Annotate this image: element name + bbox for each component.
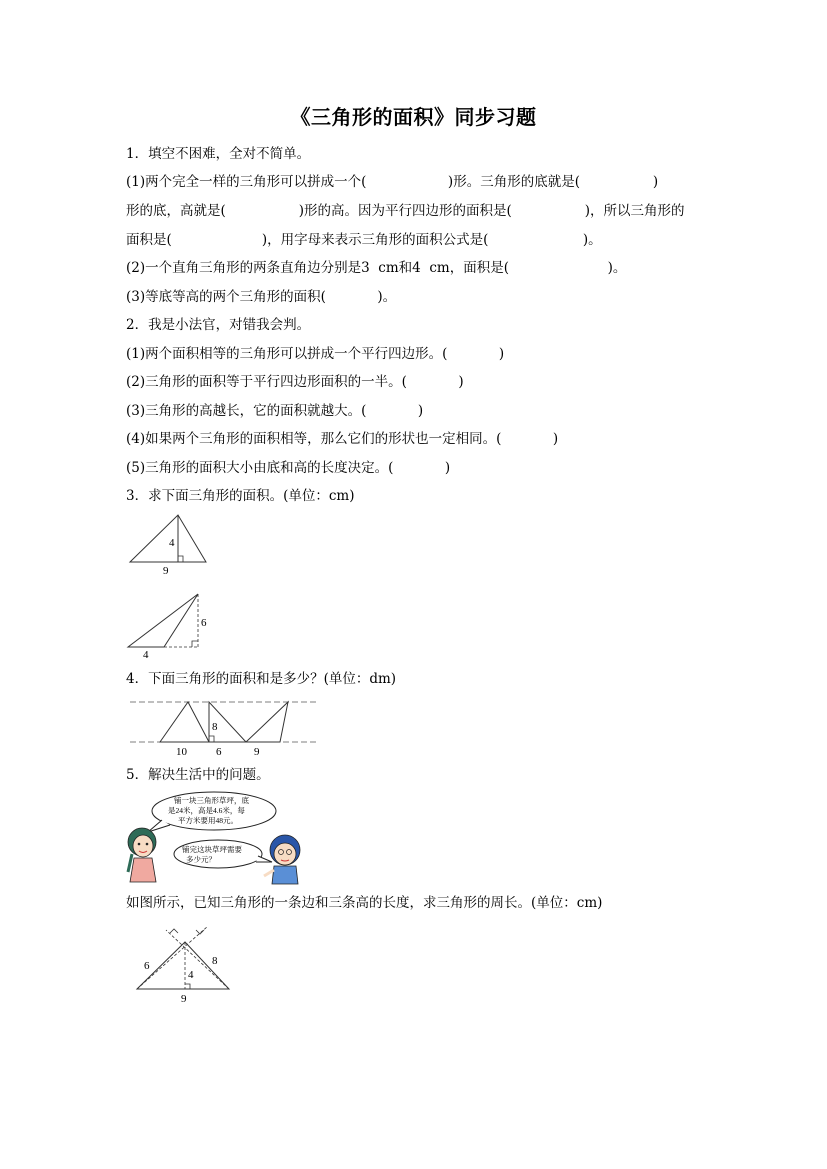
- q4-heading: 4．下面三角形的面积和是多少？(单位：dm): [126, 671, 397, 687]
- fig4-base-label: 9: [181, 993, 187, 1005]
- q2-item1: (1)两个面积相等的三角形可以拼成一个平行四边形。( ): [126, 346, 505, 362]
- q1-heading: 1．填空不困难，全对不简单。: [126, 146, 311, 162]
- fig3-height-label: 8: [212, 721, 218, 733]
- triangle-three-heights-figure: [130, 918, 240, 1006]
- q2-heading: 2．我是小法官，对错我会判。: [126, 317, 311, 333]
- fig2-height-label: 6: [201, 617, 207, 629]
- triangle-figure-2: [124, 588, 224, 660]
- fig3-base-a-label: 10: [176, 746, 187, 758]
- bubble2-line2: 多少元？: [186, 855, 216, 864]
- extra-question: 如图所示，已知三角形的一条边和三条高的长度，求三角形的周长。(单位：cm): [126, 895, 603, 911]
- q3-heading: 3．求下面三角形的面积。(单位：cm): [126, 488, 355, 504]
- q1-item3: (3)等底等高的两个三角形的面积( )。: [126, 289, 397, 305]
- fig4-height-label: 4: [188, 969, 194, 981]
- fig2-base-label: 4: [143, 649, 149, 660]
- fig4-right-label: 8: [212, 955, 218, 967]
- fig3-base-b-label: 6: [216, 746, 222, 758]
- q1-item1-line1: (1)两个完全一样的三角形可以拼成一个( )形。三角形的底就是( ): [126, 174, 659, 190]
- q2-item2: (2)三角形的面积等于平行四边形面积的一半。( ): [126, 374, 464, 390]
- bubble1-line2: 是24米，高是4.6米，每: [168, 806, 245, 815]
- girl-icon: [128, 828, 156, 882]
- q2-item3: (3)三角形的高越长，它的面积就越大。( ): [126, 403, 424, 419]
- q1-item1-line2: 形的底，高就是( )形的高。因为平行四边形的面积是( )，所以三角形的: [126, 203, 685, 219]
- bubble1-line1: 铺一块三角形草坪，底: [174, 796, 249, 805]
- fig1-base-label: 9: [163, 565, 169, 577]
- q2-item4: (4)如果两个三角形的面积相等，那么它们的形状也一定相同。( ): [126, 431, 559, 447]
- bubble2-line1: 铺完这块草坪需要: [182, 845, 242, 854]
- bubble1-line3: 平方米要用48元。: [178, 816, 238, 825]
- triangles-between-parallels-figure: [130, 698, 320, 760]
- fig1-height-label: 4: [169, 537, 175, 549]
- q1-item1-line3: 面积是( )，用字母来表示三角形的面积公式是( )。: [126, 232, 602, 248]
- fig4-left-label: 6: [144, 960, 150, 972]
- page-title: 《三角形的面积》同步习题: [290, 105, 537, 129]
- cartoon-illustration: [126, 790, 306, 886]
- q1-item2: (2)一个直角三角形的两条直角边分别是3 cm和4 cm，面积是( )。: [126, 260, 627, 276]
- fig3-base-c-label: 9: [254, 746, 260, 758]
- triangle-figure-1: [128, 512, 218, 578]
- boy-icon: [264, 835, 300, 884]
- q5-heading: 5．解决生活中的问题。: [126, 767, 270, 783]
- q2-item5: (5)三角形的面积大小由底和高的长度决定。( ): [126, 460, 451, 476]
